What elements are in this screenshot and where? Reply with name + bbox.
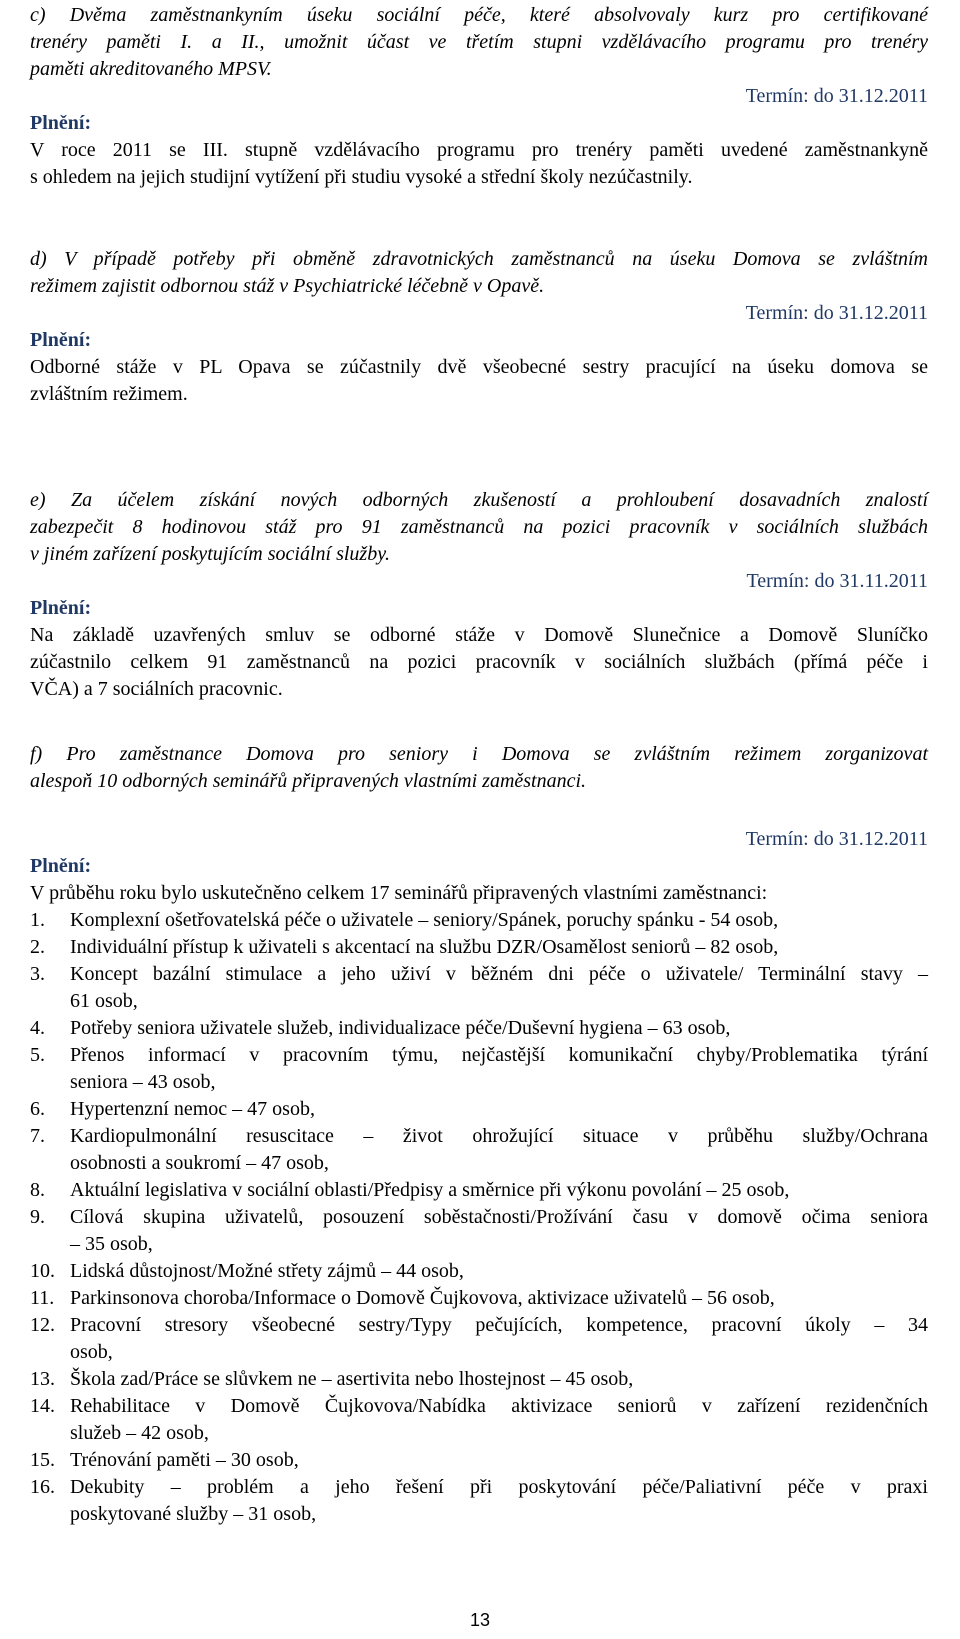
section-c-line: paměti akreditovaného MPSV. (30, 58, 272, 80)
list-item-text (70, 1042, 928, 1096)
section-e (30, 487, 928, 703)
list-item (30, 1123, 928, 1177)
list-item (30, 1312, 928, 1366)
list-item-number: 16. (30, 1476, 55, 1498)
list-item-number: 3. (30, 963, 45, 985)
list-item-number: 11. (30, 1287, 55, 1309)
list-item-number: 14. (30, 1395, 55, 1417)
section-c-line: trenéry paměti I. a II., umožnit účast ve třetím stupni vzdělávacího programu pro trenéry (30, 31, 928, 53)
list-item-number: 6. (30, 1098, 45, 1120)
list-item-line: Cílová skupina uživatelů, posouzení soběstačnosti/Prožívání času v domově očima seniora (70, 1206, 928, 1228)
list-item-text (70, 961, 928, 1015)
list-item (30, 1474, 928, 1528)
section-f-fulfilment (30, 826, 928, 1528)
list-item-line: Rehabilitace v Domově Čujkovova/Nabídka aktivizace seniorů v zařízení rezidenčních (70, 1395, 928, 1417)
list-item-line: Aktuální legislativa v sociální oblasti/Předpisy a směrnice při výkonu povolání – 25 osob, (70, 1179, 790, 1201)
list-item-line: Škola zad/Práce se slůvkem ne – asertivita nebo lhostejnost – 45 osob, (70, 1368, 634, 1390)
list-item-line: Pracovní stresory všeobecné sestry/Typy pečujících, kompetence, pracovní úkoly – 34 (70, 1314, 928, 1336)
seminar-list (30, 907, 928, 1528)
list-item (30, 1258, 928, 1285)
list-item-line: Individuální přístup k uživateli s akcentací na službu DZR/Osamělost seniorů – 82 osob, (70, 936, 779, 958)
section-e-line: v jiném zařízení poskytujícím sociální služby. (30, 543, 390, 565)
section-f-fulfil-label: Plnění: (30, 855, 92, 877)
list-item-number: 10. (30, 1260, 55, 1282)
list-item-text (70, 907, 928, 934)
list-item (30, 1096, 928, 1123)
list-item-text (70, 1285, 928, 1312)
list-item (30, 1285, 928, 1312)
list-item-number: 8. (30, 1179, 45, 1201)
list-item-line: Lidská důstojnost/Možné střety zájmů – 44 osob, (70, 1260, 464, 1282)
list-item-number: 1. (30, 909, 45, 931)
list-item-line: Hypertenzní nemoc – 47 osob, (70, 1098, 315, 1120)
section-c-fulfil-line: V roce 2011 se III. stupně vzdělávacího programu pro trenéry paměti uvedené zaměstnankyně (30, 139, 928, 161)
list-item (30, 907, 928, 934)
list-item-number: 13. (30, 1368, 55, 1390)
section-f-line: f) Pro zaměstnance Domova pro seniory i Domova se zvláštním režimem zorganizovat (30, 743, 928, 765)
list-item-line: Dekubity – problém a jeho řešení při poskytování péče/Paliativní péče v praxi (70, 1476, 928, 1498)
list-item-text (70, 1366, 928, 1393)
list-item-line: Parkinsonova choroba/Informace o Domově Čujkovova, aktivizace uživatelů – 56 osob, (70, 1287, 775, 1309)
section-e-fulfil-line: VČA) a 7 sociálních pracovnic. (30, 678, 283, 700)
list-item-line: Koncept bazální stimulace a jeho uživí v běžném dni péče o uživatele/ Terminální stavy – (70, 963, 928, 985)
list-item-line: Trénování paměti – 30 osob, (70, 1449, 299, 1471)
section-d-fulfil-label: Plnění: (30, 329, 92, 351)
seminar-intro: V průběhu roku bylo uskutečněno celkem 17 seminářů připravených vlastními zaměstnanci: (30, 882, 768, 904)
list-item-line: osobnosti a soukromí – 47 osob, (70, 1152, 329, 1174)
list-item (30, 934, 928, 961)
list-item-line: – 35 osob, (70, 1233, 153, 1255)
section-e-fulfil-line: zúčastnilo celkem 91 zaměstnanců na pozici pracovník v sociálních službách (přímá péče i (30, 651, 928, 673)
section-c (30, 2, 928, 191)
page-number: 13 (469, 1610, 491, 1630)
list-item-number: 15. (30, 1449, 55, 1471)
list-item (30, 1366, 928, 1393)
section-d-line: d) V případě potřeby při obměně zdravotnických zaměstnanců na úseku Domova se zvláštním (30, 248, 928, 270)
list-item-text (70, 1447, 928, 1474)
list-item-text (70, 1393, 928, 1447)
section-e-fulfil-line: Na základě uzavřených smluv se odborné stáže v Domově Slunečnice a Domově Sluníčko (30, 624, 928, 646)
list-item-line: Kardiopulmonální resuscitace – život ohrožující situace v průběhu služby/Ochrana (70, 1125, 928, 1147)
section-e-term: Termín: do 31.11.2011 (746, 570, 928, 592)
list-item (30, 1204, 928, 1258)
section-c-fulfil-line: s ohledem na jejich studijní vytížení při studiu vysoké a střední školy nezúčastnily. (30, 166, 693, 188)
list-item (30, 1447, 928, 1474)
list-item-text (70, 1015, 928, 1042)
section-c-term: Termín: do 31.12.2011 (745, 85, 928, 107)
section-d-fulfil-line: Odborné stáže v PL Opava se zúčastnily dvě všeobecné sestry pracující na úseku domova se (30, 356, 928, 378)
list-item-line: poskytované služby – 31 osob, (70, 1503, 317, 1525)
section-e-line: e) Za účelem získání nových odborných zkušeností a prohloubení dosavadních znalostí (30, 489, 928, 511)
list-item-text (70, 1474, 928, 1528)
section-f (30, 741, 928, 795)
list-item-number: 5. (30, 1044, 45, 1066)
list-item-number: 7. (30, 1125, 45, 1147)
list-item-line: Potřeby seniora uživatele služeb, individualizace péče/Duševní hygiena – 63 osob, (70, 1017, 731, 1039)
list-item-text (70, 1204, 928, 1258)
list-item-line: Komplexní ošetřovatelská péče o uživatele – seniory/Spánek, poruchy spánku - 54 osob, (70, 909, 779, 931)
list-item (30, 961, 928, 1015)
list-item-line: Přenos informací v pracovním týmu, nejčastější komunikační chyby/Problematika týrání (70, 1044, 928, 1066)
section-f-term: Termín: do 31.12.2011 (745, 828, 928, 850)
section-e-line: zabezpečit 8 hodinovou stáž pro 91 zaměstnanců na pozici pracovník v sociálních službách (30, 516, 928, 538)
section-c-line: c) Dvěma zaměstnankyním úseku sociální péče, které absolvovaly kurz pro certifikované (30, 4, 928, 26)
section-d-line: režimem zajistit odbornou stáž v Psychiatrické léčebně v Opavě. (30, 275, 545, 297)
list-item (30, 1015, 928, 1042)
section-d (30, 246, 928, 408)
list-item (30, 1177, 928, 1204)
list-item (30, 1042, 928, 1096)
section-d-fulfil-line: zvláštním režimem. (30, 383, 188, 405)
list-item-text (70, 1123, 928, 1177)
list-item-text (70, 1096, 928, 1123)
section-d-term: Termín: do 31.12.2011 (745, 302, 928, 324)
list-item-text (70, 1258, 928, 1285)
list-item-line: seniora – 43 osob, (70, 1071, 216, 1093)
list-item-line: 61 osob, (70, 990, 138, 1012)
list-item-number: 9. (30, 1206, 45, 1228)
list-item-line: osob, (70, 1341, 113, 1363)
list-item-line: služeb – 42 osob, (70, 1422, 209, 1444)
list-item-number: 12. (30, 1314, 55, 1336)
list-item-text (70, 934, 928, 961)
section-c-fulfil-label: Plnění: (30, 112, 92, 134)
list-item-number: 2. (30, 936, 45, 958)
list-item (30, 1393, 928, 1447)
section-e-fulfil-label: Plnění: (30, 597, 92, 619)
list-item-text (70, 1312, 928, 1366)
section-f-line: alespoň 10 odborných seminářů připravených vlastními zaměstnanci. (30, 770, 587, 792)
list-item-number: 4. (30, 1017, 45, 1039)
list-item-text (70, 1177, 928, 1204)
